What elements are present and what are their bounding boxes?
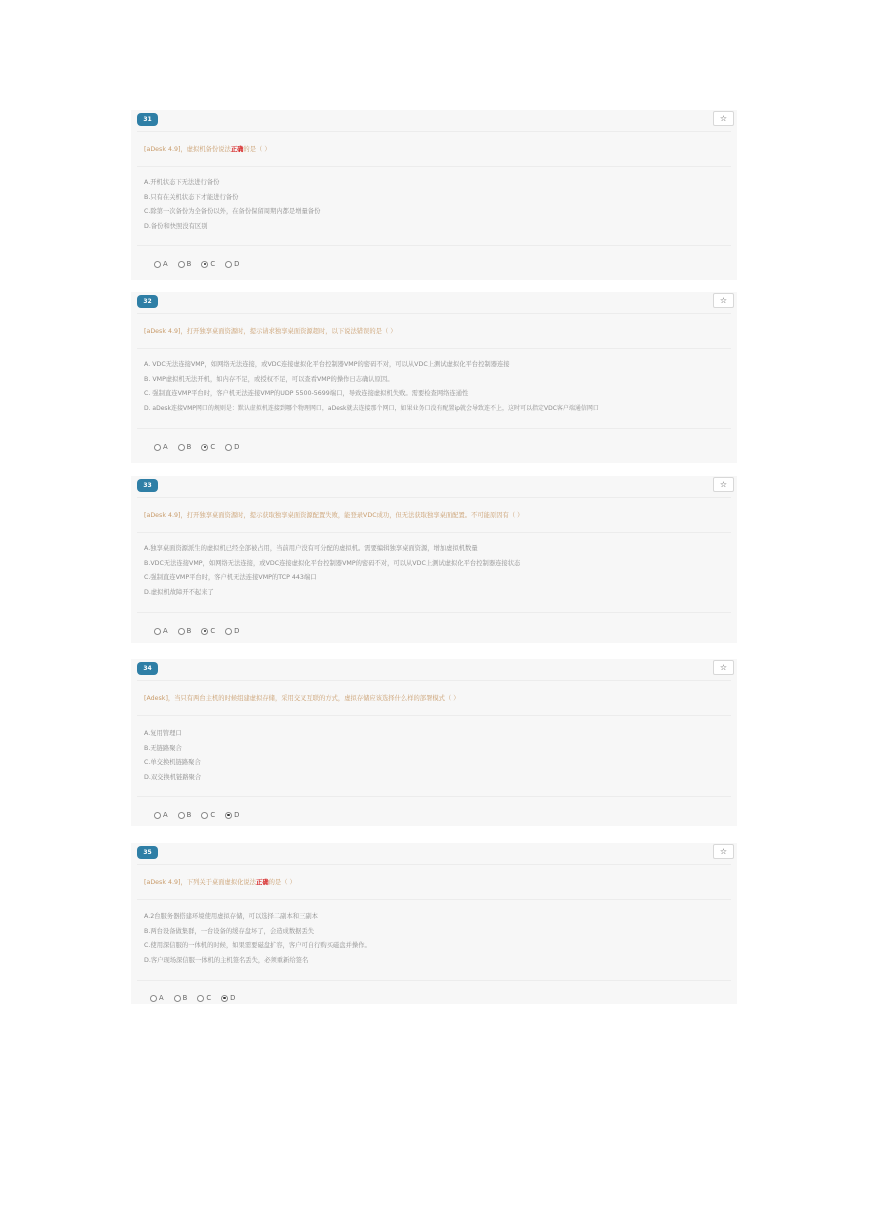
question-suffix: 的是（ ） <box>243 146 271 153</box>
question-text <box>144 326 397 335</box>
option-b: B. VMP虚拟机无法开机，如内存不足，或授权不足，可以查看VMP的操作日志确认原因。 <box>144 375 394 383</box>
answer-d-label: D <box>234 443 240 451</box>
question-text <box>144 144 271 153</box>
question-card-35 <box>131 843 737 1004</box>
divider <box>137 864 731 865</box>
question-highlight: 正确 <box>256 879 269 886</box>
answer-d[interactable] <box>225 443 239 451</box>
answer-c[interactable] <box>197 994 211 1002</box>
divider <box>137 131 731 132</box>
question-text <box>144 693 460 702</box>
divider <box>137 532 731 533</box>
option-list <box>144 910 371 968</box>
option-b: B.无链路聚合 <box>144 744 182 752</box>
answer-c-label: C <box>206 994 212 1002</box>
answer-d[interactable] <box>225 627 239 635</box>
radio-c[interactable] <box>201 812 208 819</box>
answer-d-label: D <box>234 627 240 635</box>
answer-c-label: C <box>210 627 216 635</box>
answer-c[interactable] <box>201 260 215 268</box>
answer-b-label: B <box>182 994 188 1002</box>
radio-a[interactable] <box>154 261 161 268</box>
option-a: A.2台服务器搭建环境使用虚拟存储，可以选择二副本和三副本 <box>144 913 318 920</box>
star-icon: ☆ <box>719 480 728 489</box>
option-c: C.除第一次备份为全备份以外，在备份保留周期内都是增量备份 <box>144 208 321 216</box>
divider <box>137 899 731 900</box>
answer-d-label: D <box>234 260 240 268</box>
radio-d[interactable] <box>225 628 232 635</box>
question-text <box>144 510 523 519</box>
question-highlight: 正确 <box>230 146 244 153</box>
answer-c-label: C <box>210 811 216 819</box>
answer-d-label: D <box>234 811 240 819</box>
question-prefix: [aDesk 4.9]，虚拟机备份说法 <box>144 146 231 153</box>
option-d: D. aDesk连接VMP网口的规则是：默认虚拟机连接到哪个物理网口，aDesk就去连接那个网口，如果业务口没有配置ip就会导致连不上，这时可以指定VDC客户端通信网口 <box>144 404 599 412</box>
radio-b[interactable] <box>178 628 185 635</box>
option-c: C.强制直连VMP平台时，客户机无法连接VMP的TCP 443端口 <box>144 574 317 582</box>
option-c: C.单交换机链路聚合 <box>144 759 201 767</box>
answer-a[interactable] <box>150 994 164 1002</box>
answer-a[interactable] <box>154 811 168 819</box>
option-a: A.开机状态下无法进行备份 <box>144 179 220 186</box>
answer-choices <box>154 443 249 451</box>
favorite-star-button[interactable] <box>713 111 734 126</box>
question-prefix: [aDesk 4.9]，打开独享桌面资源时，提示获取独享桌面资源配置失败，能登录VDC成功，但无法获取独享桌面配置。不可能原因有（ ） <box>144 512 524 519</box>
option-a: A.独享桌面资源派生的虚拟机已经全部被占用，当前用户没有可分配的虚拟机。需要编辑独享桌面资源，增加虚拟机数量 <box>144 545 478 552</box>
answer-choices <box>150 994 245 1002</box>
option-list <box>144 727 201 785</box>
radio-a[interactable] <box>154 444 161 451</box>
answer-a[interactable] <box>154 260 168 268</box>
answer-b[interactable] <box>178 260 192 268</box>
option-a: A. VDC无法连接VMP，如网络无法连接，或VDC连接虚拟化平台控制器VMP的密码不对，可以从VDC上测试虚拟化平台控制器连接 <box>144 361 510 368</box>
radio-a[interactable] <box>154 812 161 819</box>
favorite-star-button[interactable] <box>713 477 734 492</box>
option-c: C.使用深信服的一体机的时候，如果需要磁盘扩容，客户可自行购买磁盘并操作。 <box>144 942 371 950</box>
question-number-badge: 34 <box>137 662 158 675</box>
divider <box>137 796 731 797</box>
option-list <box>144 176 320 234</box>
divider <box>137 680 731 681</box>
question-card-31 <box>131 110 737 280</box>
radio-d-selected[interactable] <box>225 812 232 819</box>
star-icon: ☆ <box>719 847 728 856</box>
option-list <box>144 542 520 600</box>
radio-c-selected[interactable] <box>201 444 208 451</box>
answer-d-label: D <box>230 994 236 1002</box>
answer-a-label: A <box>163 443 168 451</box>
divider <box>137 313 731 314</box>
question-card-33 <box>131 476 737 643</box>
divider <box>137 497 731 498</box>
answer-choices <box>154 811 249 819</box>
answer-a[interactable] <box>154 443 168 451</box>
answer-c-label: C <box>210 443 216 451</box>
radio-b[interactable] <box>178 261 185 268</box>
question-number-badge: 33 <box>137 479 158 492</box>
answer-a-label: A <box>159 994 164 1002</box>
question-number-badge: 32 <box>137 295 158 308</box>
answer-choices <box>154 260 249 268</box>
radio-d-selected[interactable] <box>221 995 228 1002</box>
radio-b[interactable] <box>178 812 185 819</box>
star-icon: ☆ <box>719 114 728 123</box>
divider <box>137 715 731 716</box>
answer-b[interactable] <box>178 811 192 819</box>
option-d: D.客户现场深信服一体机的主机签名丢失，必须重新给签名 <box>144 956 309 964</box>
option-d: D.双交换机链路聚合 <box>144 773 202 781</box>
option-list <box>144 358 599 416</box>
answer-c-label: C <box>210 260 216 268</box>
question-number-badge: 35 <box>137 846 158 859</box>
answer-c[interactable] <box>201 443 215 451</box>
divider <box>137 980 731 981</box>
radio-a[interactable] <box>154 628 161 635</box>
radio-b[interactable] <box>174 995 181 1002</box>
answer-b-label: B <box>186 260 192 268</box>
option-d: D.备份和快照没有区别 <box>144 222 208 230</box>
answer-c[interactable] <box>201 811 215 819</box>
divider <box>137 612 731 613</box>
radio-c-selected[interactable] <box>201 628 208 635</box>
radio-c-selected[interactable] <box>201 261 208 268</box>
question-suffix: 的是（ ） <box>268 879 296 886</box>
question-text <box>144 877 296 886</box>
favorite-star-button[interactable] <box>713 293 734 308</box>
option-d: D.虚拟机故障开不起来了 <box>144 588 214 596</box>
question-card-34 <box>131 659 737 826</box>
answer-d[interactable] <box>225 260 239 268</box>
option-c: C. 强制直连VMP平台时，客户机无法连接VMP的UDP 5500-5699端口，导致连接虚拟机失败。需要检查网络连通性 <box>144 390 469 398</box>
radio-d[interactable] <box>225 261 232 268</box>
divider <box>137 348 731 349</box>
answer-b[interactable] <box>178 443 192 451</box>
divider <box>137 428 731 429</box>
question-prefix: [aDesk 4.9]，下列关于桌面虚拟化说法 <box>144 879 257 886</box>
answer-d[interactable] <box>221 994 235 1002</box>
radio-c[interactable] <box>197 995 204 1002</box>
answer-a[interactable] <box>154 627 168 635</box>
answer-b[interactable] <box>174 994 188 1002</box>
divider <box>137 245 731 246</box>
radio-b[interactable] <box>178 444 185 451</box>
answer-a-label: A <box>163 627 168 635</box>
answer-a-label: A <box>163 260 168 268</box>
favorite-star-button[interactable] <box>713 844 734 859</box>
question-card-32 <box>131 292 737 463</box>
answer-b-label: B <box>186 443 192 451</box>
radio-a[interactable] <box>150 995 157 1002</box>
question-prefix: [aDesk 4.9]，打开独享桌面资源时，提示请求独享桌面资源超时，以下说法错误的是（ ） <box>144 328 397 335</box>
question-number-badge: 31 <box>137 113 158 126</box>
answer-b[interactable] <box>178 627 192 635</box>
option-a: A.复用管理口 <box>144 730 182 737</box>
option-b: B.只有在关机状态下才能进行备份 <box>144 193 239 201</box>
answer-b-label: B <box>186 627 192 635</box>
star-icon: ☆ <box>719 296 728 305</box>
answer-d[interactable] <box>225 811 239 819</box>
option-b: B.VDC无法连接VMP，如网络无法连接，或VDC连接虚拟化平台控制器VMP的密码不对，可以从VDC上测试虚拟化平台控制器连接状态 <box>144 559 521 567</box>
answer-b-label: B <box>186 811 192 819</box>
star-icon: ☆ <box>719 663 728 672</box>
question-prefix: [Adesk]，当只有两台主机的时候组建虚拟存储，采用交叉互联的方式，虚拟存储应该选择什么样的部署模式（ ） <box>144 695 460 702</box>
favorite-star-button[interactable] <box>713 660 734 675</box>
divider <box>137 166 731 167</box>
answer-a-label: A <box>163 811 168 819</box>
option-b: B.两台设备做集群，一台设备的缓存盘坏了，会造成数据丢失 <box>144 927 315 935</box>
answer-choices <box>154 627 249 635</box>
answer-c[interactable] <box>201 627 215 635</box>
radio-d[interactable] <box>225 444 232 451</box>
